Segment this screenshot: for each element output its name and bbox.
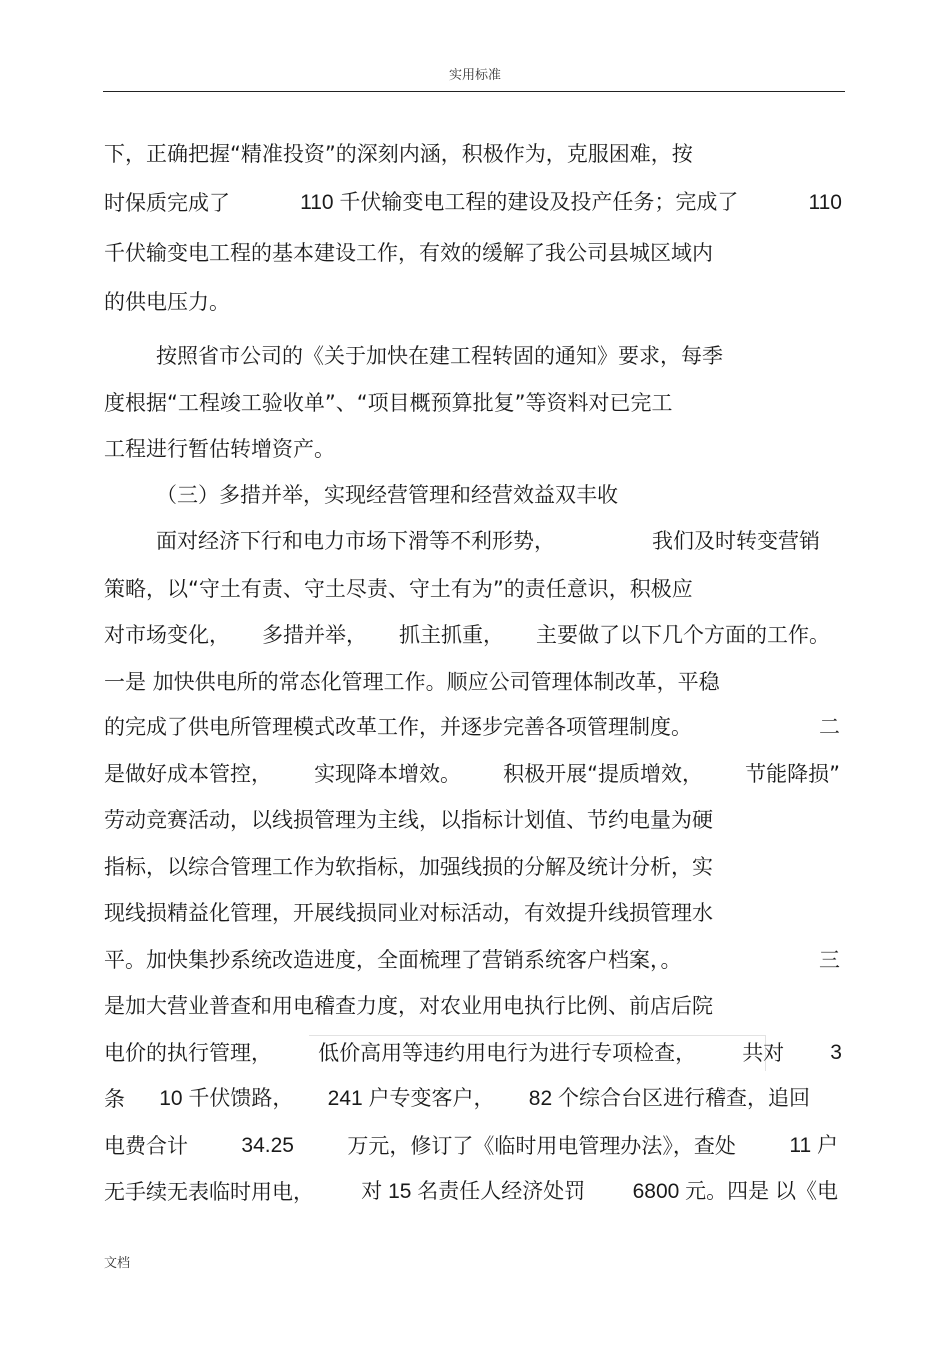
text-line: 是加大营业普查和用电稽查力度，对农业用电执行比例、前店后院	[104, 994, 713, 1018]
text-line: 对市场变化， 多措并举， 抓主抓重， 主要做了以下几个方面的工作。	[104, 623, 830, 647]
text-line: 一是 加快供电所的常态化管理工作。顺应公司管理体制改革，平稳	[104, 670, 720, 694]
text-line: 劳动竞赛活动，以线损管理为主线，以指标计划值、节约电量为硬	[104, 808, 713, 832]
text-line: 指标，以综合管理工作为软指标，加强线损的分解及统计分析，实	[104, 855, 713, 879]
text-line: 千伏输变电工程的基本建设工作，有效的缓解了我公司县城区域内	[104, 241, 713, 265]
text-line: 平。加快集抄系统改造进度，全面梳理了营销系统客户档案，。 三	[104, 948, 840, 972]
text-line: 策略，以“守土有责、守土尽责、守土有为”的责任意识，积极应	[104, 577, 693, 601]
text-line: 条 10 千伏馈路， 241 户专变客户， 82 个综合台区进行稽查，追回	[104, 1087, 810, 1111]
text-line: 电价的执行管理， 低价高用等违约用电行为进行专项检查， 共对 3	[104, 1041, 842, 1065]
text-line: 工程进行暂估转增资产。	[104, 437, 335, 461]
text-line: 的完成了供电所管理模式改革工作，并逐步完善各项管理制度。 二	[104, 715, 840, 739]
text-line: 无手续无表临时用电， 对 15 名责任人经济处罚 6800 元。四是 以《电	[104, 1180, 838, 1204]
text-line: 现线损精益化管理，开展线损同业对标活动，有效提升线损管理水	[104, 901, 713, 925]
text-line: 度根据“工程竣工验收单”、“项目概预算批复”等资料对已完工	[104, 391, 673, 415]
text-line: 按照省市公司的《关于加快在建工程转固的通知》要求，每季	[156, 344, 723, 368]
text-line: 面对经济下行和电力市场下滑等不利形势， 我们及时转变营销	[156, 529, 820, 553]
page-header: 实用标准	[448, 68, 501, 83]
text-line: 是做好成本管控， 实现降本增效。 积极开展“提质增效， 节能降损”	[104, 762, 840, 786]
text-line: 的供电压力。	[104, 290, 230, 314]
text-line: 电费合计 34.25 万元，修订了《临时用电管理办法》，查处 11 户	[104, 1134, 838, 1158]
text-line: 下，正确把握“精准投资”的深刻内涵，积极作为，克服困难，按	[104, 142, 693, 166]
section-heading: （三）多措并举，实现经营管理和经营效益双丰收	[156, 483, 618, 507]
text-line: 时保质完成了 110 千伏输变电工程的建设及投产任务；完成了 110	[104, 191, 842, 215]
header-rule	[103, 91, 845, 92]
page-footer: 文档	[104, 1256, 131, 1271]
